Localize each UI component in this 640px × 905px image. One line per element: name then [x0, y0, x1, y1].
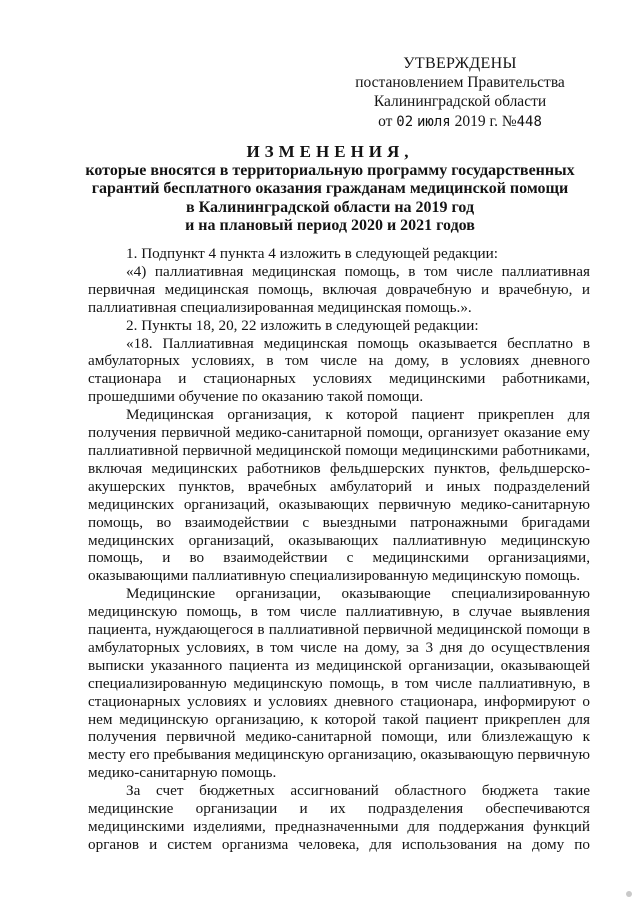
paragraph-7: За счет бюджетных ассигнований областного бюджета такие медицинские организации и их подразделения обеспечиваются медицинскими изделиями, предназначенными для поддержания функций органов и систем организма человека, для использования на дому по	[88, 782, 590, 853]
paragraph-6: Медицинские организации, оказывающие специализированную медицинскую помощь, в том числе паллиативную, в случае выявления пациента, нуждающегося в паллиативной первичной медицинской помощи в амбулаторных условиях, в том числе на дому, за 3 дня до осуществления выписки указанного пациента из медицинской организации, оказывающей специализированную медицинскую помощь, в том числе паллиативную, в стационарных условиях и условиях дневного стационара, информируют о нем медицинскую организацию, к которой такой пациент прикреплен для получения первичной медико-санитарной помощи, или близлежащую к месту его пребывания медицинскую организацию, оказывающую первичную медико-санитарную помощь.	[88, 585, 590, 782]
paragraph-2: «4) паллиативная медицинская помощь, в том числе паллиативная первичная медицинская помощь, включая доврачебную и врачебную, и паллиативная специализированная медицинская помощь.».	[88, 262, 590, 316]
approval-date-day: 02	[396, 114, 414, 130]
paragraph-5: Медицинская организация, к которой пациент прикреплен для получения первичной медико-санитарной помощи, организует оказание ему паллиативной первичной медицинской помощи медицинскими работниками, включая медицинских работников фельдшерских пунктов, фельдшерско-акушерских пунктов, врачебных амбулаторий и иных подразделений медицинских организаций, оказывающих первичную медико-санитарную помощь, во взаимодействии с выездными патронажными бригадами медицинских организаций, оказывающих паллиативную медицинскую помощь, и во взаимодействии с медицинскими организациями, оказывающими паллиативную специализированную медицинскую помощь.	[88, 406, 590, 585]
approval-heading: УТВЕРЖДЕНЫ	[403, 55, 517, 72]
paragraph-3: 2. Пункты 18, 20, 22 изложить в следующей редакции:	[126, 316, 479, 334]
paragraph-1: 1. Подпункт 4 пункта 4 изложить в следующей редакции:	[126, 245, 499, 262]
title-line-2: гарантий бесплатного оказания гражданам медицинской помощи	[91, 180, 569, 197]
paragraph-4: «18. Паллиативная медицинская помощь оказывается бесплатно в амбулаторных условиях, в том числе на дому, в условиях дневного стационара и стационарных условиях медицинскими работниками, прошедшими обучение по оказанию такой помощи.	[88, 334, 590, 406]
approval-date-month: июля	[417, 114, 451, 130]
scan-dot	[626, 891, 632, 897]
title-main: ИЗМЕНЕНИЯ,	[246, 142, 414, 161]
approval-date-prefix: от	[378, 113, 393, 130]
approval-number-sign: №	[501, 113, 517, 130]
approval-line-1: постановлением Правительства	[355, 74, 565, 91]
document-body	[88, 245, 590, 854]
document-title	[70, 143, 590, 236]
approval-date-line	[330, 112, 590, 132]
approval-stamp	[330, 54, 590, 132]
approval-date-year: 2019 г.	[454, 113, 498, 130]
approval-number: 448	[516, 114, 542, 130]
approval-line-2: Калининградской области	[373, 93, 547, 110]
title-line-1: которые вносятся в территориальную программу государственных	[85, 161, 575, 179]
title-line-3: в Калининградской области на 2019 год	[185, 198, 475, 216]
title-line-4: и на плановый период 2020 и 2021 годов	[185, 217, 475, 234]
